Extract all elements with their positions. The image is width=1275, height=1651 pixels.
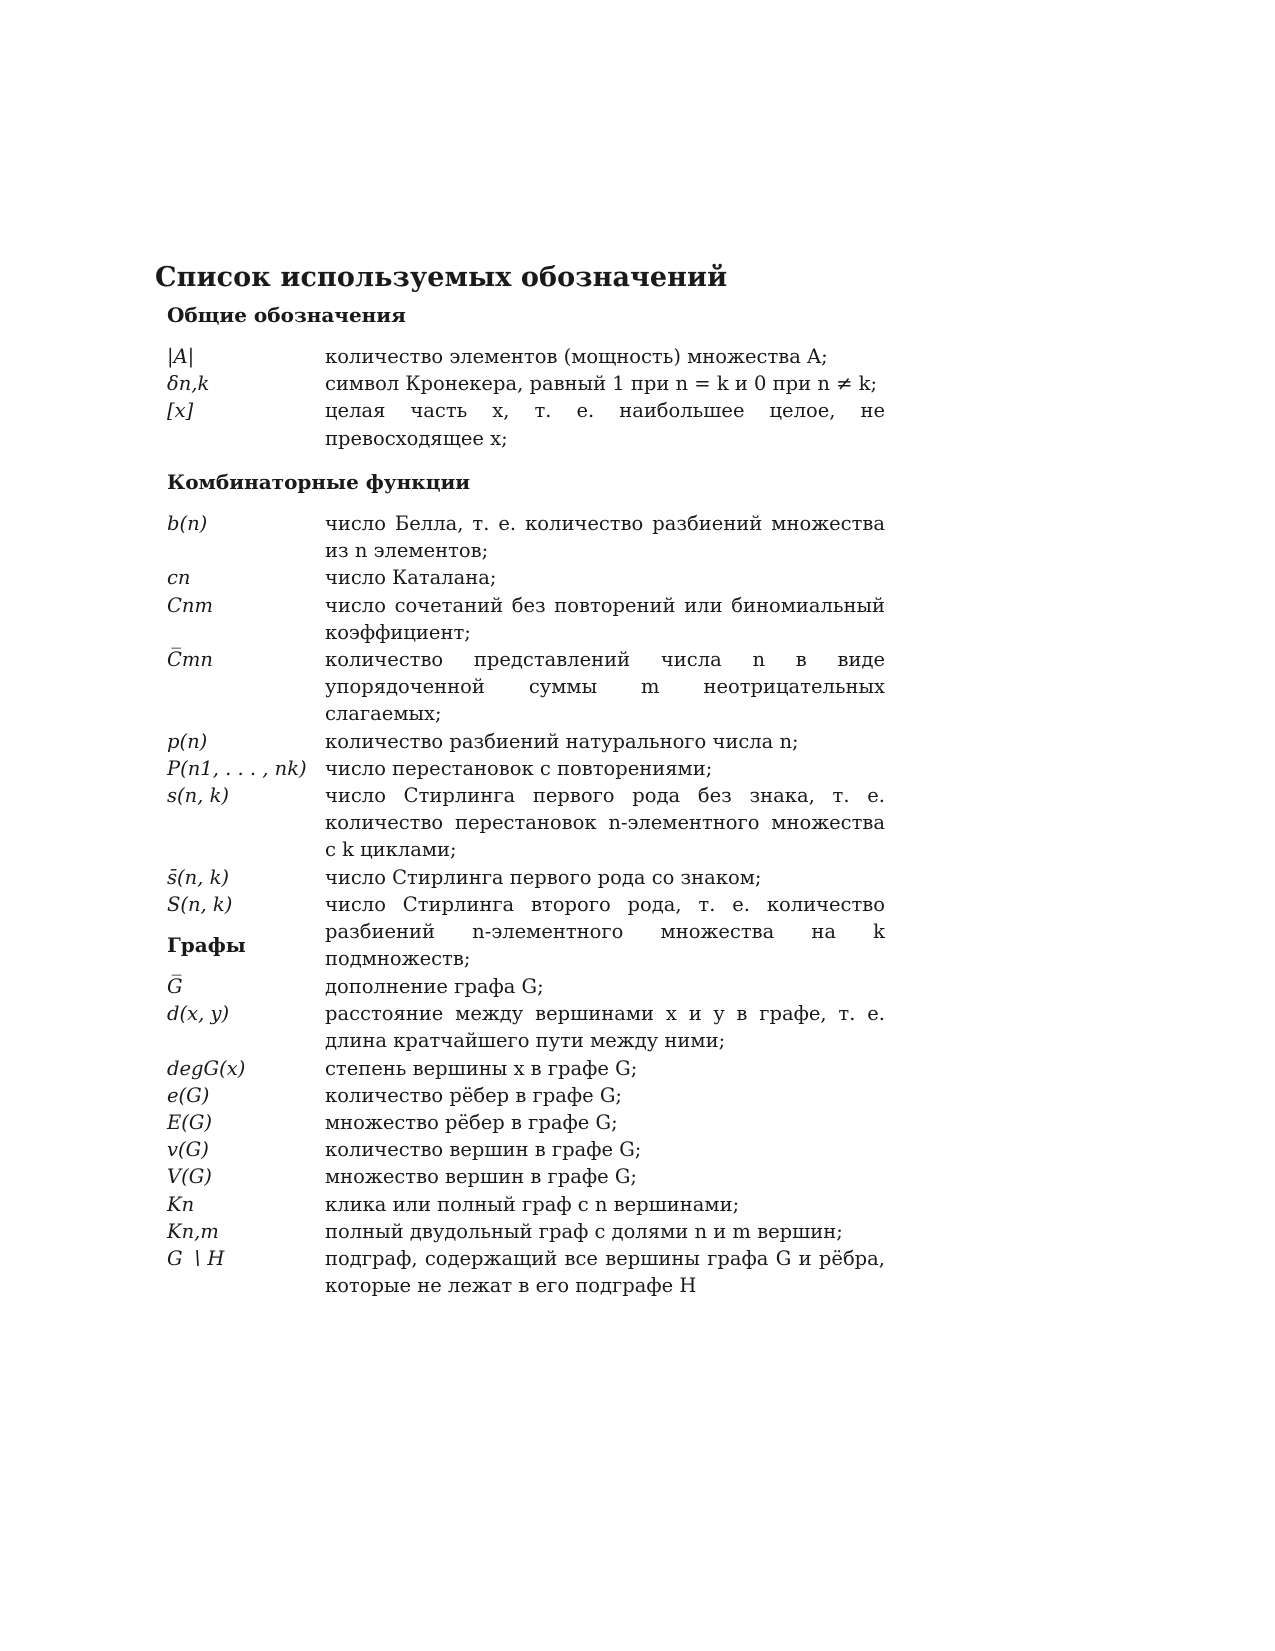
notation-description: полный двудольный граф с долями n и m вершин;	[325, 1219, 843, 1243]
notation-symbol: s̄(n, k)	[167, 865, 229, 889]
notation-row	[167, 1245, 885, 1299]
notation-symbol: cn	[167, 566, 191, 590]
notation-symbol: G ∖ H	[167, 1247, 225, 1271]
notation-row	[167, 973, 885, 1000]
notation-description: дополнение графа G;	[325, 975, 544, 998]
notation-description: число Каталана;	[325, 566, 497, 590]
notation-symbol: e(G)	[167, 1083, 210, 1107]
notation-row	[167, 755, 885, 782]
notation-description: множество рёбер в графе G;	[325, 1111, 618, 1135]
notation-description: символ Кронекера, равный 1 при n = k и 0 при n ≠ k;	[325, 372, 878, 396]
notation-symbol: Kn	[167, 1192, 195, 1216]
notation-symbol: C̅mn	[167, 648, 213, 672]
section-heading: Общие обозначения	[167, 303, 406, 327]
notation-symbol: p(n)	[167, 729, 208, 753]
notation-description: множество вершин в графе G;	[325, 1165, 637, 1189]
notation-symbol: |A|	[167, 345, 195, 368]
notation-row	[167, 1218, 885, 1245]
notation-row	[167, 646, 885, 728]
notation-row	[167, 564, 885, 591]
notation-description: число Стирлинга первого рода без знака, т. е. количество перестановок n-элементного множества с k циклами;	[325, 784, 885, 862]
notation-description: количество рёбер в графе G;	[325, 1083, 623, 1107]
notation-description: число Стирлинга второго рода, т. е. количество разбиений n-элементного множества на k подмножеств;	[325, 892, 885, 971]
section-heading: Графы	[167, 933, 246, 957]
notation-row	[167, 343, 885, 370]
notation-row	[167, 1082, 885, 1109]
notation-description: степень вершины x в графе G;	[325, 1056, 638, 1080]
notation-description: количество вершин в графе G;	[325, 1138, 642, 1162]
notation-symbol: V(G)	[167, 1165, 212, 1189]
notation-description: число Белла, т. е. количество разбиений множества из n элементов;	[325, 512, 885, 563]
section-combinatorial	[167, 470, 885, 972]
notation-description: число перестановок с повторениями;	[325, 756, 713, 780]
notation-symbol: P(n1, . . . , nk)	[167, 756, 307, 780]
section-general	[167, 303, 885, 452]
page-title: Список используемых обозначений	[155, 262, 728, 293]
notation-symbol: δn,k	[167, 372, 210, 396]
notation-symbol: Kn,m	[167, 1219, 219, 1243]
notation-row	[167, 370, 885, 397]
notation-row	[167, 592, 885, 646]
notation-symbol: S(n, k)	[167, 892, 233, 916]
notation-symbol: b(n)	[167, 512, 208, 535]
notation-description: количество элементов (мощность) множества A;	[325, 345, 828, 368]
section-heading: Комбинаторные функции	[167, 470, 471, 494]
notation-symbol: [x]	[167, 399, 194, 423]
notation-row	[167, 397, 885, 451]
notation-description: количество представлений числа n в виде упорядоченной суммы m неотрицательных слагаемых;	[325, 648, 885, 726]
notation-description: число сочетаний без повторений или биномиальный коэффициент;	[325, 593, 885, 644]
notation-row	[167, 510, 885, 564]
notation-symbol: G̅	[167, 975, 183, 998]
notation-row	[167, 864, 885, 891]
notation-description: число Стирлинга первого рода со знаком;	[325, 865, 762, 889]
notation-symbol: v(G)	[167, 1138, 209, 1162]
notation-row	[167, 1136, 885, 1163]
notation-description: расстояние между вершинами x и y в графе, т. е. длина кратчайшего пути между ними;	[325, 1002, 885, 1053]
notation-description: количество разбиений натурального числа n;	[325, 729, 799, 753]
notation-row	[167, 1109, 885, 1136]
notation-row	[167, 1000, 885, 1054]
notation-symbol: Cnm	[167, 593, 213, 617]
notation-description: клика или полный граф с n вершинами;	[325, 1192, 740, 1216]
notation-symbol: degG(x)	[167, 1056, 246, 1080]
notation-row	[167, 1055, 885, 1082]
notation-symbol: s(n, k)	[167, 784, 229, 808]
notation-row	[167, 1191, 885, 1218]
notation-description: целая часть x, т. е. наибольшее целое, не превосходящее x;	[325, 399, 885, 450]
notation-row	[167, 728, 885, 755]
notation-row	[167, 1163, 885, 1190]
notation-row	[167, 782, 885, 864]
notation-symbol: E(G)	[167, 1111, 213, 1135]
notation-symbol: d(x, y)	[167, 1002, 230, 1026]
notation-description: подграф, содержащий все вершины графа G и рёбра, которые не лежат в его подграфе H	[325, 1247, 885, 1298]
section-graphs	[167, 933, 885, 1299]
